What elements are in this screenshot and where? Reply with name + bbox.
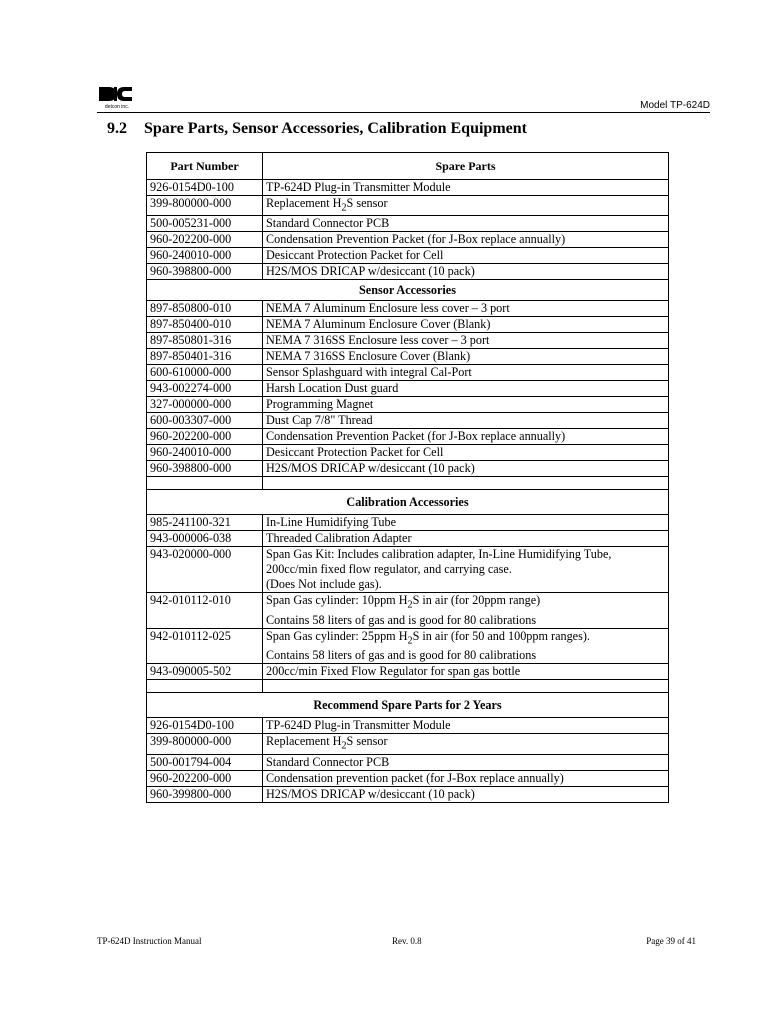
section-heading [107,119,527,139]
subscript: 2 [341,202,347,214]
part-number: 897-850401-316 [147,349,263,365]
section-row [147,490,669,515]
part-number: 600-003307-000 [147,413,263,429]
part-number: 926-0154D0-100 [147,718,263,734]
table-row [147,734,669,754]
desc-line: Contains 58 liters of gas and is good for 80 calibrations [266,612,537,627]
subscript: 2 [341,740,347,752]
blank-row [147,477,669,490]
part-number: 399-800000-000 [147,196,263,216]
blank-row [147,680,669,693]
part-description: Desiccant Protection Packet for Cell [263,248,669,264]
part-description: NEMA 7 Aluminum Enclosure less cover – 3 port [263,301,669,317]
desc-line [266,593,665,612]
part-description: H2S/MOS DRICAP w/desiccant (10 pack) [263,461,669,477]
table-row [147,754,669,770]
table-row [147,718,669,734]
desc-text: S in air (for 20ppm range) [412,593,541,608]
part-number: 500-001794-004 [147,754,263,770]
part-description: NEMA 7 316SS Enclosure less cover – 3 port [263,333,669,349]
desc-text: S sensor [346,734,388,749]
part-number: 960-398800-000 [147,461,263,477]
table-row [147,786,669,802]
sensor-accessories-heading: Sensor Accessories [147,280,669,301]
subscript: 2 [407,635,413,647]
part-description: TP-624D Plug-in Transmitter Module [263,180,669,196]
table-row [147,333,669,349]
table-row [147,365,669,381]
table-row [147,770,669,786]
part-number: 897-850800-010 [147,301,263,317]
table-row [147,461,669,477]
part-description: NEMA 7 Aluminum Enclosure Cover (Blank) [263,317,669,333]
calibration-accessories-heading: Calibration Accessories [147,490,669,515]
part-description: NEMA 7 316SS Enclosure Cover (Blank) [263,349,669,365]
part-description: Standard Connector PCB [263,754,669,770]
part-description: TP-624D Plug-in Transmitter Module [263,718,669,734]
column-header-part-number: Part Number [147,153,263,180]
footer-page-number: Page 39 of 41 [646,936,696,946]
table-row [147,216,669,232]
desc-line: 200cc/min fixed flow regulator, and carrying case. [266,562,512,577]
table-row [147,664,669,680]
part-number: 985-241100-321 [147,515,263,531]
table-row [147,381,669,397]
table-row [147,397,669,413]
table-header-row [147,153,669,180]
desc-text: Span Gas cylinder: 10ppm H [266,593,408,608]
part-description: Threaded Calibration Adapter [263,531,669,547]
part-number: 960-399800-000 [147,786,263,802]
part-number: 926-0154D0-100 [147,180,263,196]
desc-text: Replacement H [266,196,342,210]
column-header-spare-parts: Spare Parts [263,153,669,180]
desc-text: Replacement H [266,734,342,749]
table-row [147,547,669,593]
part-number: 960-202200-000 [147,770,263,786]
desc-line: Span Gas Kit: Includes calibration adapter, In-Line Humidifying Tube, [266,547,612,562]
table-row [147,301,669,317]
table-row [147,317,669,333]
table-row [147,515,669,531]
part-number: 960-240010-000 [147,248,263,264]
part-description: Harsh Location Dust guard [263,381,669,397]
section-row [147,693,669,718]
part-number: 960-240010-000 [147,445,263,461]
part-number: 942-010112-025 [147,628,263,663]
part-number: 960-398800-000 [147,264,263,280]
table-row [147,445,669,461]
part-description [263,196,669,216]
part-number: 600-610000-000 [147,365,263,381]
part-number: 897-850400-010 [147,317,263,333]
part-number: 943-002274-000 [147,381,263,397]
part-description: Condensation prevention packet (for J-Box replace annually) [263,770,669,786]
subscript: 2 [407,599,413,611]
footer-revision: Rev. 0.8 [392,936,422,946]
part-description: Condensation Prevention Packet (for J-Box replace annually) [263,429,669,445]
table-row [147,593,669,628]
part-description: Condensation Prevention Packet (for J-Box replace annually) [263,232,669,248]
table-row [147,628,669,663]
part-number: 943-000006-038 [147,531,263,547]
part-number: 897-850801-316 [147,333,263,349]
table-row [147,413,669,429]
part-number: 943-020000-000 [147,547,263,593]
section-row [147,280,669,301]
part-number: 960-202200-000 [147,429,263,445]
desc-text: Span Gas cylinder: 25ppm H [266,628,408,643]
table-row [147,248,669,264]
part-number: 942-010112-010 [147,593,263,628]
part-number: 327-000000-000 [147,397,263,413]
part-description: Desiccant Protection Packet for Cell [263,445,669,461]
part-description [263,734,669,754]
section-number: 9.2 [107,120,127,137]
desc-text: S sensor [346,196,388,210]
part-description: Standard Connector PCB [263,216,669,232]
part-description [263,547,669,593]
table-row [147,429,669,445]
table-row [147,180,669,196]
desc-line: (Does Not include gas). [266,577,382,592]
table-row [147,264,669,280]
table-row [147,196,669,216]
part-number: 943-090005-502 [147,664,263,680]
table-row [147,531,669,547]
part-description: Sensor Splashguard with integral Cal-Port [263,365,669,381]
section-title: Spare Parts, Sensor Accessories, Calibration Equipment [144,120,527,137]
desc-text: S in air (for 50 and 100ppm ranges). [412,628,590,643]
part-description: 200cc/min Fixed Flow Regulator for span gas bottle [263,664,669,680]
part-description [263,593,669,628]
part-description: H2S/MOS DRICAP w/desiccant (10 pack) [263,264,669,280]
part-description: H2S/MOS DRICAP w/desiccant (10 pack) [263,786,669,802]
part-number: 500-005231-000 [147,216,263,232]
part-number: 399-800000-000 [147,734,263,754]
desc-line [266,629,665,648]
table-row [147,349,669,365]
footer-manual-title: TP-624D Instruction Manual [97,936,202,946]
recommend-spares-heading: Recommend Spare Parts for 2 Years [147,693,669,718]
parts-table [146,152,669,803]
part-number: 960-202200-000 [147,232,263,248]
part-description: In-Line Humidifying Tube [263,515,669,531]
part-description: Dust Cap 7/8" Thread [263,413,669,429]
desc-line: Contains 58 liters of gas and is good for 80 calibrations [266,648,537,663]
part-description: Programming Magnet [263,397,669,413]
logo-caption: detcon inc. [104,104,130,110]
part-description [263,628,669,663]
table-row [147,232,669,248]
model-label: Model TP-624D [640,100,710,111]
header-rule [97,112,710,113]
